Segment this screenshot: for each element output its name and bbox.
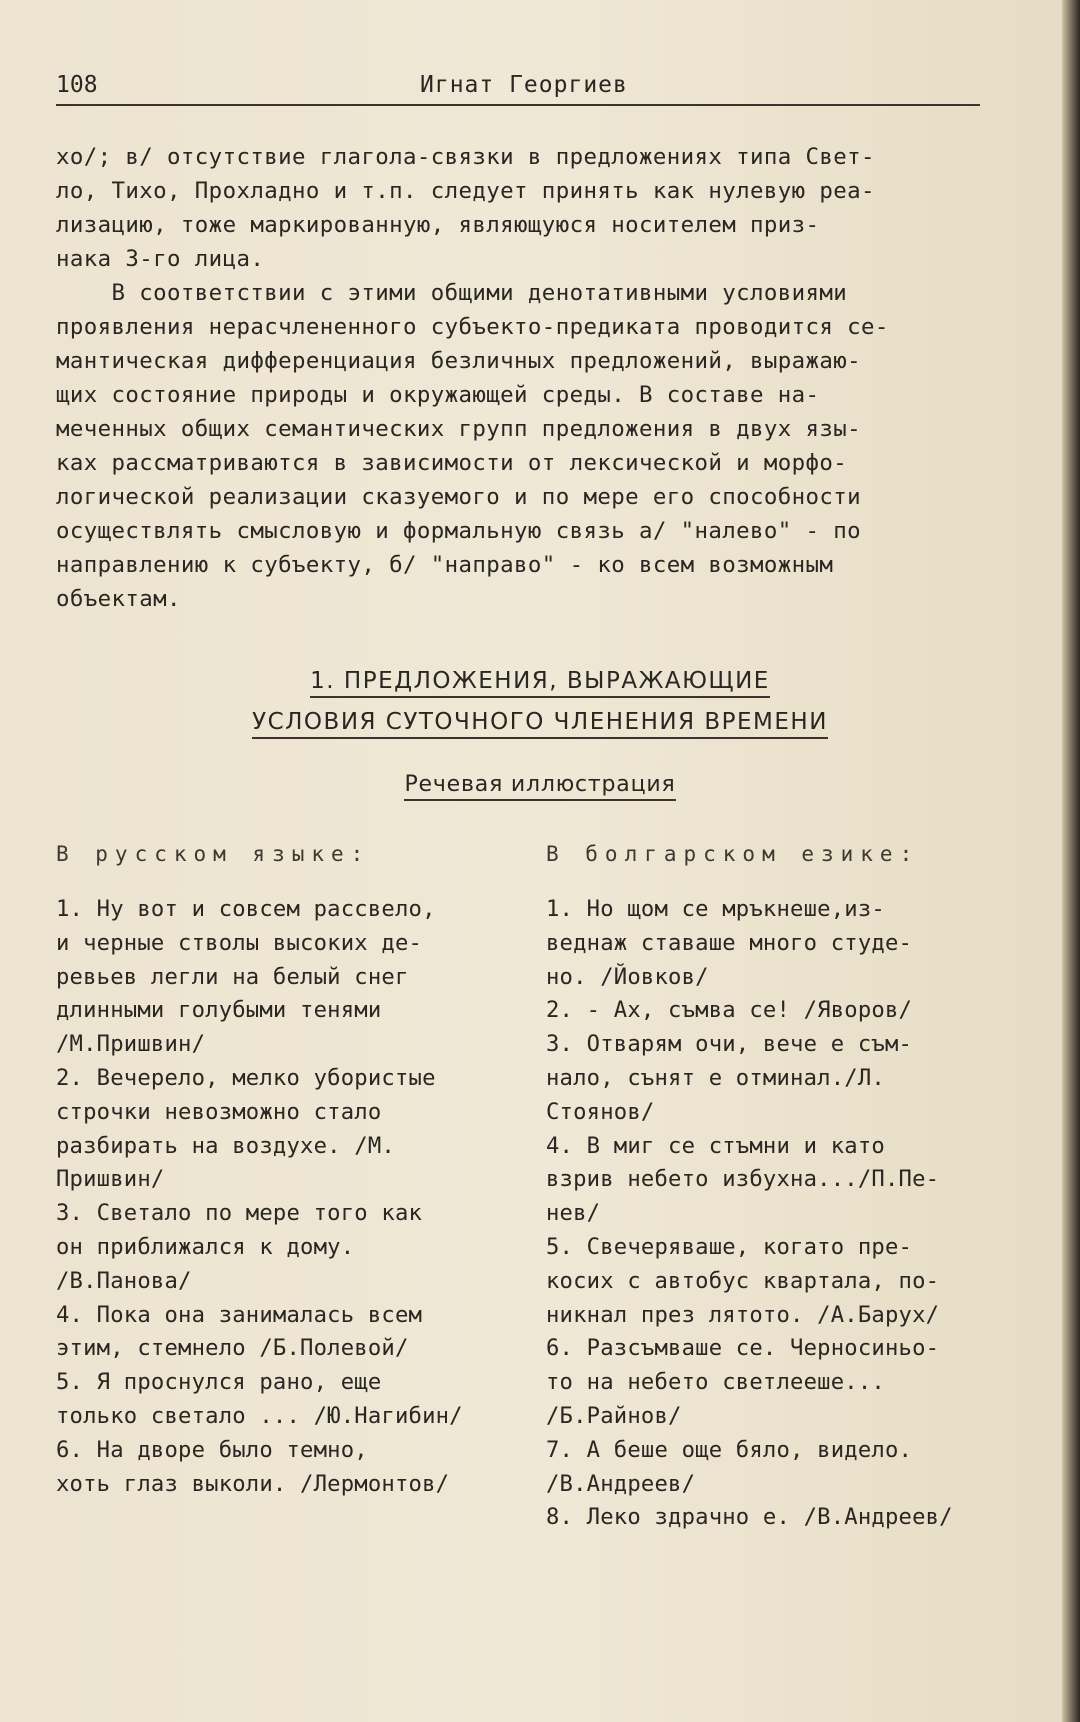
- text-line: хо/; в/ отсутствие глагола-связки в предложениях типа Свет-: [56, 144, 875, 170]
- example-line: 7. А беше още бяло, видело.: [546, 1436, 913, 1463]
- text-line: лизацию, тоже маркированную, являющуюся носителем приз-: [56, 212, 820, 238]
- example-line: нев/: [546, 1200, 601, 1227]
- example-line: разбирать на воздухе. /М.: [56, 1132, 395, 1159]
- example-line: ревьев легли на белый снег: [56, 963, 409, 990]
- bulgarian-examples-column: [546, 893, 1016, 1535]
- example-line: 4. В миг се стъмни и като: [546, 1132, 885, 1159]
- example-line: 3. Отварям очи, вече е съм-: [546, 1031, 913, 1058]
- text-line: осуществлять смысловую и формальную связь а/ "налево" - по: [56, 518, 862, 544]
- text-line: нака 3-го лица.: [56, 246, 265, 272]
- example-line: Пришвин/: [56, 1166, 165, 1193]
- example-line: 1. Но щом се мръкнеше,из-: [546, 896, 885, 922]
- example-line: нало, сънят е отминал./Л.: [546, 1064, 885, 1091]
- example-line: Стоянов/: [546, 1098, 655, 1125]
- example-line: 8. Леко здрачно е. /В.Андреев/: [546, 1504, 953, 1531]
- section-title-line-1: [0, 668, 1080, 694]
- example-line: 2. - Ах, съмва се! /Яворов/: [546, 997, 913, 1024]
- example-line: он приближался к дому.: [56, 1233, 355, 1260]
- running-head: Игнат Георгиев: [420, 72, 628, 98]
- text-line: направлению к субъекту, б/ "направо" - ко всем возможным: [56, 552, 834, 578]
- page-header: [56, 70, 980, 106]
- text-line: ках рассматриваются в зависимости от лексической и морфо-: [56, 450, 848, 476]
- example-line: веднаж ставаше много студе-: [546, 929, 913, 956]
- example-line: но. /Йовков/: [546, 963, 709, 990]
- example-line: 6. На дворе было темно,: [56, 1436, 368, 1463]
- example-line: /Б.Райнов/: [546, 1402, 682, 1429]
- text-line: щих состояние природы и окружающей среды. В составе на-: [56, 382, 820, 408]
- example-line: 5. Я проснулся рано, еще: [56, 1369, 382, 1396]
- example-line: 5. Свечеряваше, когато пре-: [546, 1233, 913, 1260]
- example-line: то на небето светлееше...: [546, 1369, 885, 1396]
- example-line: этим, стемнело /Б.Полевой/: [56, 1335, 409, 1362]
- example-line: /В.Андреев/: [546, 1470, 696, 1497]
- bulgarian-column-heading: В болгарском езике:: [546, 842, 920, 866]
- page-number: 108: [56, 72, 98, 98]
- text-line: меченных общих семантических групп предложения в двух язы-: [56, 416, 862, 442]
- example-line: /М.Пришвин/: [56, 1031, 206, 1058]
- example-line: косих с автобус квартала, по-: [546, 1267, 940, 1294]
- example-line: никнал през лятото. /А.Барух/: [546, 1301, 940, 1328]
- page-edge-shadow: [1062, 0, 1080, 1722]
- example-line: и черные стволы высоких де-: [56, 929, 423, 956]
- text-line: проявления нерасчлененного субъекто-предиката проводится се-: [56, 314, 889, 340]
- russian-column-heading: В русском языке:: [56, 842, 371, 866]
- example-line: строчки невозможно стало: [56, 1098, 382, 1125]
- example-line: только светало ... /Ю.Нагибин/: [56, 1402, 463, 1429]
- text-line: ло, Тихо, Прохладно и т.п. следует принять как нулевую реа-: [56, 178, 875, 204]
- section-title-text: УСЛОВИЯ СУТОЧНОГО ЧЛЕНЕНИЯ ВРЕМЕНИ: [252, 709, 828, 739]
- example-line: 1. Ну вот и совсем рассвело,: [56, 896, 436, 922]
- example-line: 6. Разсъмваше се. Черносиньо-: [546, 1335, 940, 1362]
- example-line: хоть глаз выколи. /Лермонтов/: [56, 1470, 450, 1497]
- example-line: длинными голубыми тенями: [56, 997, 382, 1024]
- russian-examples-column: [56, 893, 526, 1501]
- body-paragraph: [56, 276, 996, 616]
- example-line: 3. Светало по мере того как: [56, 1200, 423, 1227]
- text-line: мантическая дифференциация безличных предложений, выражаю-: [56, 348, 862, 374]
- section-title-line-2: [0, 709, 1080, 735]
- text-line: логической реализации сказуемого и по мере его способности: [56, 484, 862, 510]
- section-title-text: 1. ПРЕДЛОЖЕНИЯ, ВЫРАЖАЮЩИЕ: [310, 668, 770, 698]
- intro-paragraph: [56, 140, 996, 276]
- subtitle-text: Речевая иллюстрация: [404, 772, 675, 801]
- text-line: В соответствии с этими общими денотативными условиями: [56, 280, 848, 306]
- example-line: 4. Пока она занималась всем: [56, 1301, 423, 1328]
- text-line: объектам.: [56, 586, 181, 612]
- example-line: взрив небето избухна.../П.Пе-: [546, 1166, 940, 1193]
- example-line: /В.Панова/: [56, 1267, 192, 1294]
- example-line: 2. Вечерело, мелко убористые: [56, 1064, 436, 1091]
- section-subtitle: [0, 772, 1080, 797]
